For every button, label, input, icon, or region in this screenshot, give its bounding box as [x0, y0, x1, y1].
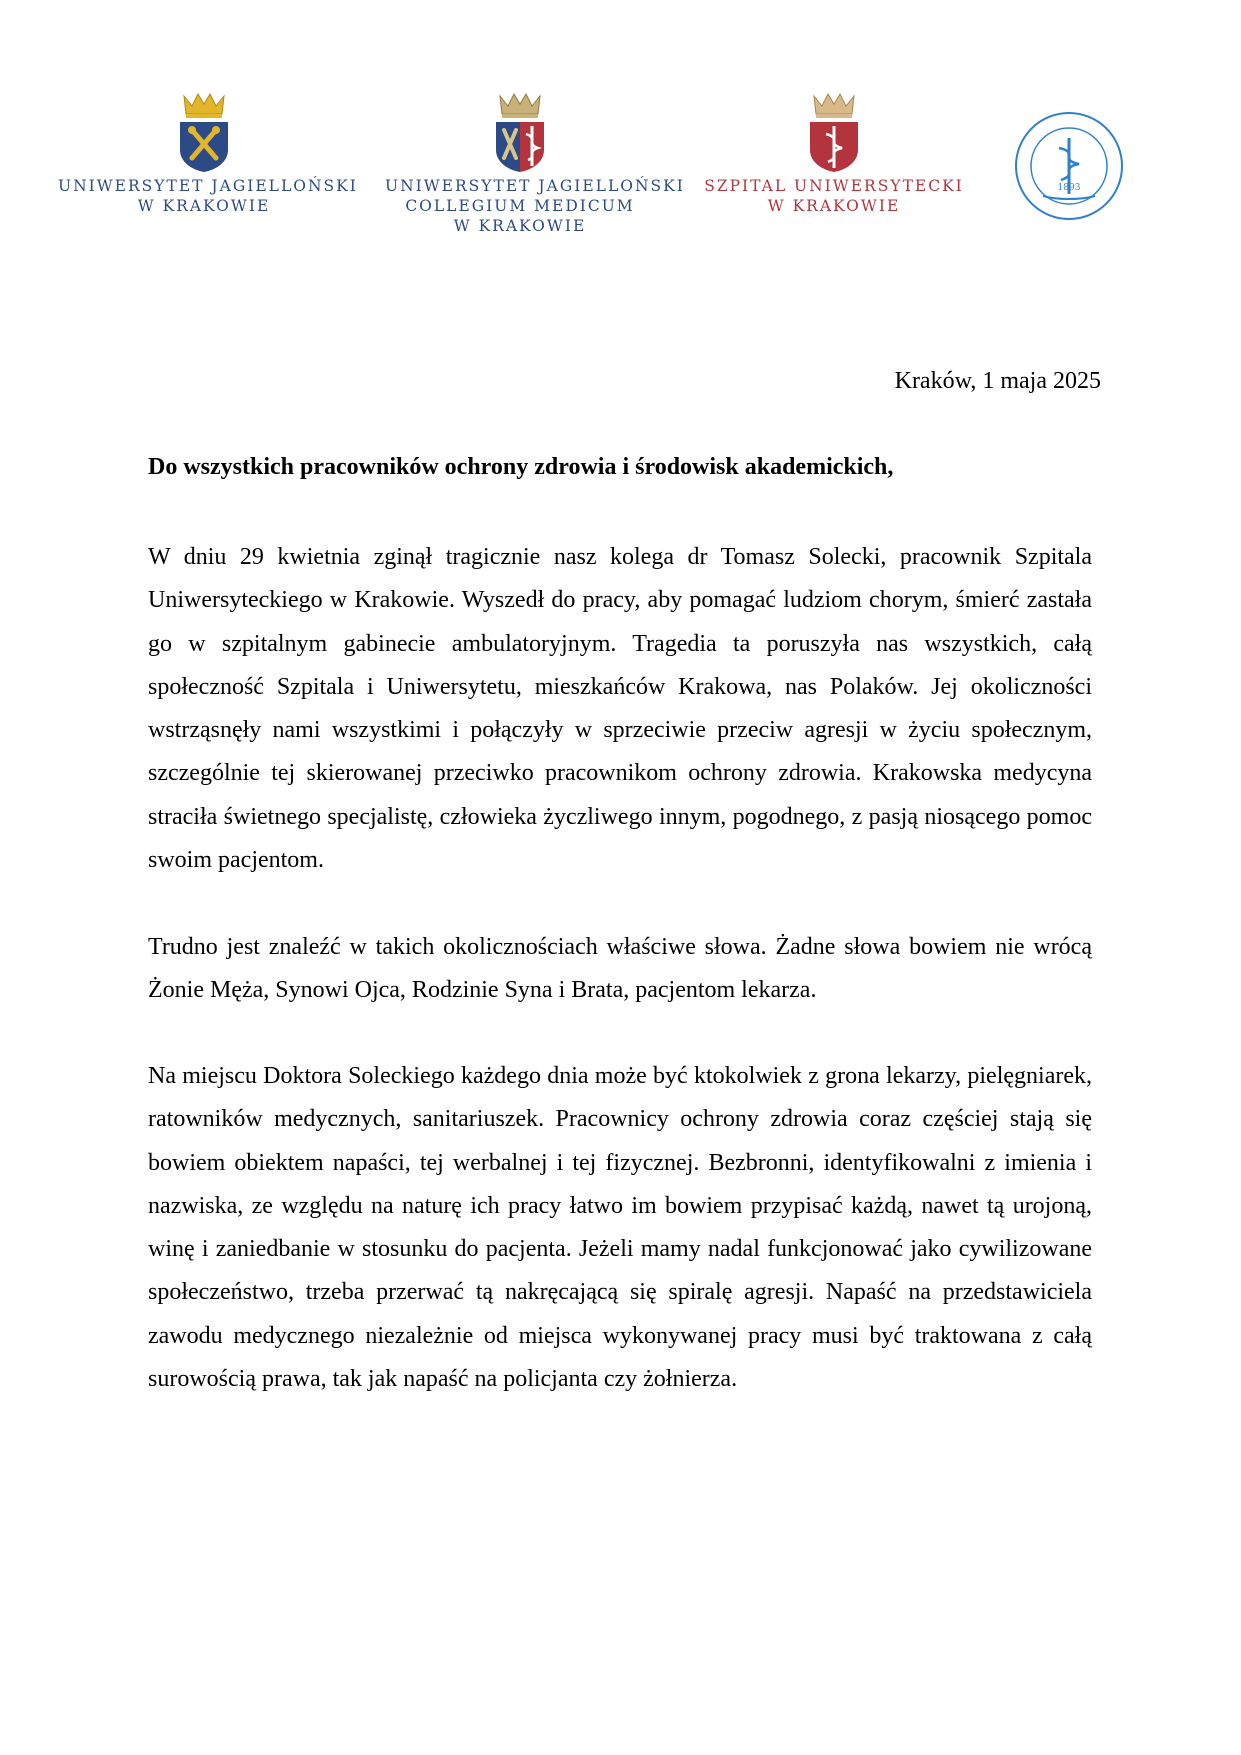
letter-paragraph-1: W dniu 29 kwietnia zginął tragicznie nasz kolega dr Tomasz Solecki, pracownik Szpitala Uniwersyteckiego w Krakowie. Wyszedł do pracy, aby pomagać ludziom chorym, śmierć zastała go w szpitalnym gabinecie ambulatoryjnym. Tragedia ta poruszyła nas wszystkich, całą społeczność Szpitala i Uniwersytetu, mieszkańców Krakowa, nas Polaków. Jej okoliczności wstrząsnęły nami wszystkimi i połączyły w sprzeciwie przeciw agresji w życiu społecznym, szczególnie tej skierowanej przeciwko pracownikom ochrony zdrowia. Krakowska medycyna straciła świetnego specjalistę, człowieka życzliwego innym, pogodnego, z pasją niosącego pomoc swoim pacjentom.: [148, 544, 1092, 874]
cm-name-line1: UNIWERSYTET JAGIELLOŃSKI: [385, 177, 685, 195]
oil-seal: [1008, 110, 1130, 222]
letter-paragraph-2: Trudno jest znaleźć w takich okolicznościach właściwe słowa. Żadne słowa bowiem nie wrócą Żonie Męża, Synowi Ojca, Rodzinie Syna i Brata, pacjentom lekarza.: [148, 934, 1092, 1004]
su-logo: [698, 92, 970, 216]
su-crest-icon: [808, 92, 860, 174]
uj-logo: [58, 92, 358, 216]
oil-year: 1893: [1057, 183, 1081, 193]
su-name-line1: SZPITAL UNIWERSYTECKI: [704, 177, 964, 195]
cm-name-line2: COLLEGIUM MEDICUM: [405, 197, 635, 215]
uj-crest-icon: [178, 92, 230, 174]
letter-date: Kraków, 1 maja 2025: [894, 368, 1101, 394]
uj-name-line1: UNIWERSYTET JAGIELLOŃSKI: [58, 177, 358, 195]
oil-seal-icon: [1013, 110, 1125, 222]
cm-logo: [385, 92, 685, 236]
logo-header: [0, 0, 1241, 260]
cm-name-line3: W KRAKOWIE: [453, 217, 587, 235]
su-name-line2: W KRAKOWIE: [767, 197, 901, 215]
uj-name-line2: W KRAKOWIE: [137, 197, 271, 215]
letter-greeting: Do wszystkich pracowników ochrony zdrowia i środowisk akademickich,: [148, 454, 894, 480]
cm-crest-icon: [494, 92, 546, 174]
letter-paragraph-3: Na miejscu Doktora Soleckiego każdego dnia może być ktokolwiek z grona lekarzy, pielęgniarek, ratowników medycznych, sanitariuszek. Pracownicy ochrony zdrowia coraz częściej stają się bowiem obiektem napaści, tej werbalnej i tej fizycznej. Bezbronni, identyfikowalni z imienia i nazwiska, ze względu na naturę ich pracy łatwo im bowiem przypisać każdą, nawet tą urojoną, winę i zaniedbanie w stosunku do pacjenta. Jeżeli mamy nadal funkcjonować jako cywilizowane społeczeństwo, trzeba przerwać tą nakręcającą się spiralę agresji. Napaść na przedstawiciela zawodu medycznego niezależnie od miejsca wykonywanej pracy musi być traktowana z całą surowością prawa, tak jak napaść na policjanta czy żołnierza.: [148, 1063, 1092, 1393]
